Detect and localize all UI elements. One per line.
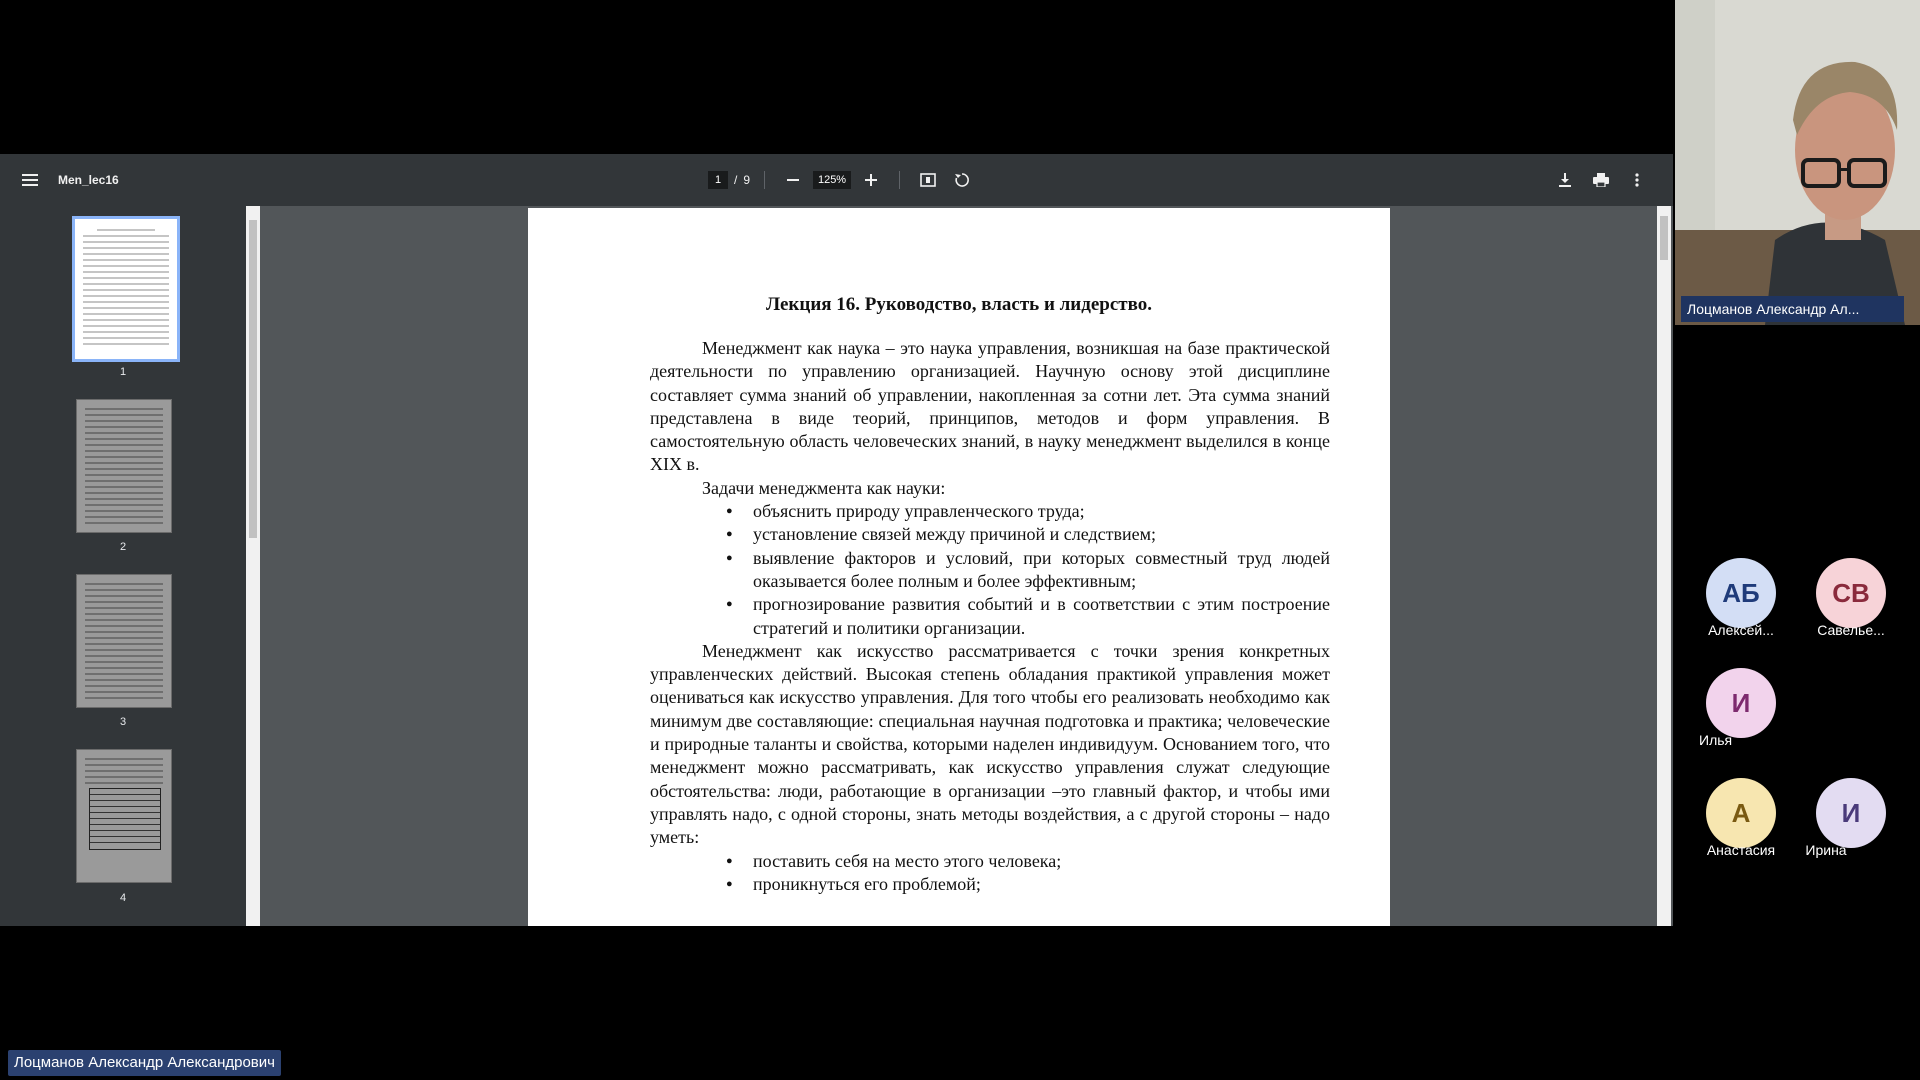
paragraph: Задачи менеджмента как науки: <box>702 477 946 498</box>
thumbnail-sidebar <box>0 206 246 926</box>
menu-icon[interactable] <box>16 166 44 194</box>
paragraph: Менеджмент как искусство рассматривается с точки зрения конкретных управленческих действий. Высокая степень обладания практикой управления может оцениваться как искусство управления. Для того чтобы его реализовать необходимо как минимум две составляющие: специальная научная подготовка и практика; человеческие и природные таланты и свойства, которыми наделен индивидуум. Основанием того, что менеджмент можно рассматривать, как искусство управления служат следующие обстоятельства: люди, работающие в организации –это главный фактор, и чтобы ими управлять надо, с одной стороны, знать методы воздействия, а с другой стороны – надо уметь: <box>650 640 1330 848</box>
thumbnail-page[interactable] <box>72 216 180 362</box>
thumbnail-label: 1 <box>119 366 127 378</box>
sidebar-scrollbar[interactable] <box>246 206 260 926</box>
page-scrollbar[interactable] <box>1657 206 1671 926</box>
divider <box>899 171 900 189</box>
thumbnail-page[interactable] <box>76 574 172 708</box>
participant-name: Анастасия <box>1706 842 1776 858</box>
bullet-list <box>650 500 1330 640</box>
zoom-out-icon[interactable] <box>779 166 807 194</box>
print-icon[interactable] <box>1587 166 1615 194</box>
more-icon[interactable] <box>1623 166 1651 194</box>
zoom-input[interactable] <box>813 171 851 189</box>
document-title: Men_lec16 <box>58 173 119 187</box>
zoom-in-icon[interactable] <box>857 166 885 194</box>
list-item: ● выявление факторов и условий, при которых совместный труд людей оказывается более полным и более эффективным; <box>753 547 1330 594</box>
rotate-icon[interactable] <box>948 166 976 194</box>
list-item: ● проникнуться его проблемой; <box>753 873 1330 896</box>
participant-name: Ирина <box>1805 842 1847 858</box>
speaker-name-label: Лоцманов Александр Ал... <box>1681 296 1904 322</box>
participant-name: Илья <box>1699 732 1733 748</box>
list-item: ● установление связей между причиной и следствием; <box>753 523 1330 546</box>
thumbnail-page[interactable] <box>76 399 172 533</box>
thumbnail-label: 3 <box>119 716 127 728</box>
divider <box>764 171 765 189</box>
participant-avatar[interactable]: И <box>1816 778 1886 848</box>
participant-avatar[interactable]: СВ <box>1816 558 1886 628</box>
fit-page-icon[interactable] <box>914 166 942 194</box>
page-body <box>650 337 1330 896</box>
list-item: ● объяснить природу управленческого труда; <box>753 500 1330 523</box>
pdf-toolbar <box>0 154 1673 206</box>
page-separator: / <box>734 173 738 187</box>
list-item: ● поставить себя на место этого человека; <box>753 850 1330 873</box>
participant-name: Савелье... <box>1817 622 1885 638</box>
table-preview <box>89 788 161 850</box>
thumbnail-label: 4 <box>119 892 127 904</box>
speaker-video <box>1675 0 1920 325</box>
participant-name: Алексей... <box>1708 622 1774 638</box>
page-total: 9 <box>743 173 751 187</box>
page-title: Лекция 16. Руководство, власть и лидерство. <box>765 294 1153 315</box>
download-icon[interactable] <box>1551 166 1579 194</box>
thumbnail-page[interactable] <box>76 749 172 883</box>
participant-avatar[interactable]: АБ <box>1706 558 1776 628</box>
video-frame <box>1675 0 1920 325</box>
page-number-input[interactable] <box>708 171 728 189</box>
paragraph: Менеджмент как наука – это наука управления, возникшая на базе практической деятельности по управлению организацией. Научную основу этой дисциплине составляет сумма знаний об управлении, накопленная за сотни лет. Эта сумма знаний представлена в виде теорий, принципов, методов и форм управления. В самостоятельную область человеческих знаний, в науку менеджмент выделился в конце XIX в. <box>650 338 1330 475</box>
list-item: ● прогнозирование развития событий и в соответствии с этим построение стратегий и политики организации. <box>753 593 1330 640</box>
presenter-name-label: Лоцманов Александр Александрович <box>8 1050 281 1076</box>
shared-screen <box>0 154 1673 926</box>
participant-avatar[interactable]: А <box>1706 778 1776 848</box>
pdf-page <box>528 208 1390 926</box>
participant-avatar[interactable]: И <box>1706 668 1776 738</box>
bullet-list <box>650 850 1330 897</box>
thumbnail-label: 2 <box>119 541 127 553</box>
